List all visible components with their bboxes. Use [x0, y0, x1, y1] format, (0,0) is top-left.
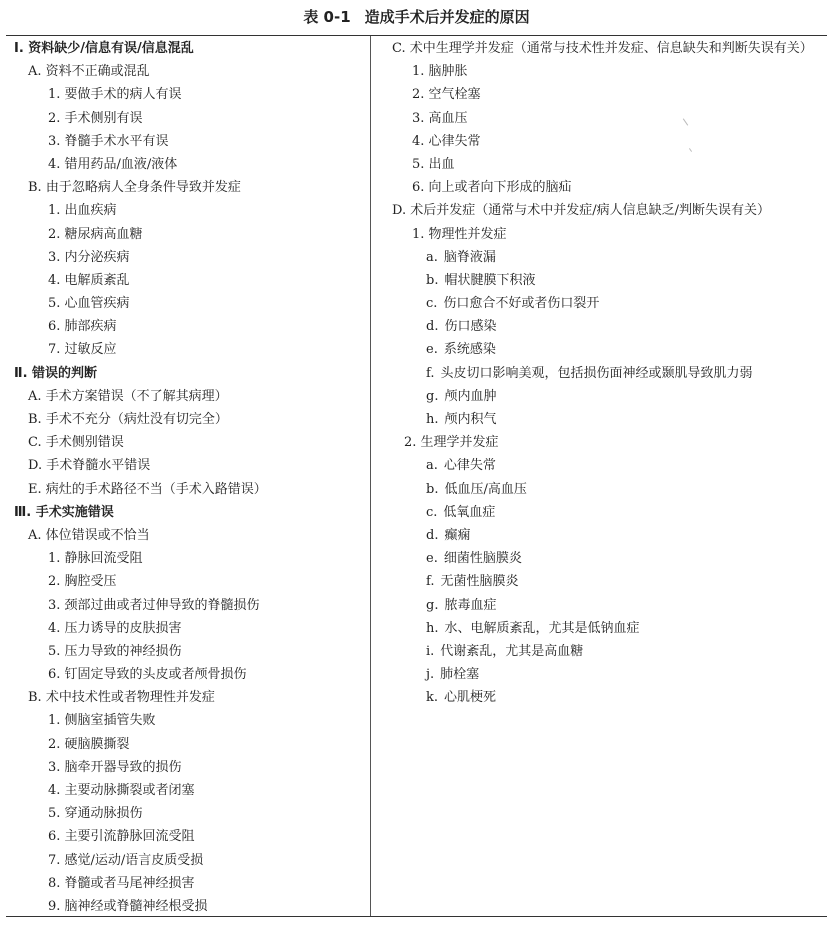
list-item: 7. 感觉/运动/语言皮质受损 — [48, 852, 204, 868]
list-item: 4. 主要动脉撕裂或者闭塞 — [48, 783, 195, 798]
item-letter: g. — [426, 597, 439, 613]
list-item: 3. 脊髓手术水平有误 — [48, 133, 169, 149]
list-item: 4. 心律失常 — [412, 133, 481, 149]
list-item: 6. 向上或者向下形成的脑疝 — [412, 180, 572, 196]
list-item: 4. 错用药品/血液/液体 — [48, 156, 178, 172]
list-item — [376, 663, 826, 686]
list-item: 6. 肺部疾病 — [48, 319, 117, 335]
group-label: B. 由于忽略病人全身条件导致并发症 — [28, 180, 241, 196]
list-item: 6. 钉固定导致的头皮或者颅骨损伤 — [48, 667, 247, 683]
item-text: 脑脊液漏 — [443, 249, 496, 265]
list-item: 3. 颈部过曲或者过伸导致的脊髓损伤 — [48, 597, 260, 613]
list-item: E. 病灶的手术路径不当（手术入路错误） — [28, 481, 267, 497]
list-item — [376, 617, 826, 640]
list-item — [376, 269, 826, 292]
item-letter: e. — [426, 342, 438, 358]
list-item — [376, 454, 826, 477]
list-item — [376, 315, 826, 338]
list-item: 2. 硬脑膜撕裂 — [48, 736, 130, 752]
item-letter: d. — [426, 319, 439, 335]
list-item — [376, 246, 826, 269]
list-item — [376, 547, 826, 570]
item-text: 无菌性脑膜炎 — [440, 574, 519, 590]
item-text: 肺栓塞 — [440, 667, 480, 683]
list-item — [376, 338, 826, 361]
group-label: A. 资料不正确或混乱 — [28, 64, 150, 80]
section-heading: Ⅱ. 错误的判断 — [14, 365, 98, 381]
list-item: 2. 手术侧别有误 — [48, 110, 143, 126]
list-item: 5. 心血管疾病 — [48, 296, 130, 312]
group-label: D. 术后并发症（通常与术中并发症/病人信息缺乏/判断失误有关） — [392, 203, 770, 219]
item-text: 水、电解质紊乱，尤其是低钠血症 — [444, 620, 640, 636]
list-item: 5. 出血 — [412, 156, 455, 172]
item-letter: a. — [426, 249, 438, 265]
item-text: 低氧血症 — [443, 504, 496, 520]
list-item — [376, 594, 826, 617]
list-item — [376, 292, 826, 315]
table-caption: 造成手术后并发症的原因 — [364, 8, 530, 26]
list-item: 1. 静脉回流受阻 — [48, 551, 143, 567]
top-rule — [6, 35, 827, 36]
list-item — [376, 524, 826, 547]
list-item: 1. 出血疾病 — [48, 203, 117, 219]
list-item: 5. 穿通动脉损伤 — [48, 806, 143, 822]
list-item — [376, 362, 826, 385]
section-heading: Ⅰ. 资料缺少/信息有误/信息混乱 — [14, 41, 194, 56]
list-item: 6. 主要引流静脉回流受阻 — [48, 829, 195, 845]
item-letter: k. — [426, 690, 439, 706]
list-item: 1. 侧脑室插管失败 — [48, 713, 156, 729]
list-item: 7. 过敏反应 — [48, 342, 117, 358]
item-letter: g. — [426, 388, 439, 404]
list-item: 9. 脑神经或脊髓神经根受损 — [48, 898, 208, 914]
list-item — [376, 640, 826, 663]
item-text: 代谢紊乱，尤其是高血糖 — [440, 643, 584, 659]
item-letter: d. — [426, 527, 439, 543]
list-item — [376, 686, 826, 709]
group-label: C. 术中生理学并发症（通常与技术性并发症、信息缺失和判断失误有关） — [392, 41, 813, 56]
section-heading: Ⅲ. 手术实施错误 — [14, 504, 114, 520]
item-letter: j. — [426, 667, 435, 683]
list-item: 5. 压力导致的神经损伤 — [48, 643, 182, 659]
item-text: 心肌梗死 — [444, 690, 497, 706]
list-item: 3. 脑牵开器导致的损伤 — [48, 759, 182, 775]
list-item: D. 手术脊髓水平错误 — [28, 458, 151, 474]
subgroup-label: 2. 生理学并发症 — [404, 435, 499, 451]
list-item: 3. 高血压 — [412, 110, 468, 126]
column-divider — [370, 36, 371, 916]
item-letter: a. — [426, 458, 438, 474]
list-item: 3. 内分泌疾病 — [48, 249, 130, 265]
list-item: C. 手术侧别错误 — [28, 435, 124, 451]
list-item: 1. 要做手术的病人有误 — [48, 87, 182, 103]
item-text: 脓毒血症 — [444, 597, 497, 613]
item-text: 伤口感染 — [444, 319, 497, 335]
list-item — [376, 385, 826, 408]
list-item: 4. 电解质紊乱 — [48, 272, 130, 288]
item-text: 心律失常 — [443, 458, 496, 474]
item-letter: c. — [426, 504, 438, 520]
item-letter: e. — [426, 551, 438, 567]
item-letter: f. — [426, 574, 435, 590]
list-item — [376, 478, 826, 501]
subgroup-label: 1. 物理性并发症 — [412, 226, 507, 242]
group-label: B. 术中技术性或者物理性并发症 — [28, 690, 215, 706]
list-item: A. 手术方案错误（不了解其病理） — [28, 388, 228, 404]
item-text: 伤口愈合不好或者伤口裂开 — [443, 296, 600, 312]
right-column — [376, 37, 826, 709]
list-item — [376, 501, 826, 524]
list-item: 2. 胸腔受压 — [48, 574, 117, 590]
item-letter: h. — [426, 412, 439, 428]
item-letter: f. — [426, 365, 435, 381]
item-text: 头皮切口影响美观，包括损伤面神经或颞肌导致肌力弱 — [440, 365, 753, 381]
list-item — [376, 408, 826, 431]
item-text: 低血压/高血压 — [444, 481, 527, 497]
item-letter: i. — [426, 643, 435, 659]
left-column — [6, 37, 366, 918]
item-text: 颅内积气 — [444, 412, 497, 428]
table-title — [0, 4, 833, 30]
item-text: 系统感染 — [443, 342, 496, 358]
list-item: 1. 脑肿胀 — [412, 64, 468, 80]
item-text: 颅内血肿 — [444, 388, 497, 404]
item-letter: h. — [426, 620, 439, 636]
table-number: 表 0-1 — [303, 8, 351, 26]
list-item — [376, 570, 826, 593]
item-text: 癫痫 — [444, 527, 471, 543]
list-item: 2. 空气栓塞 — [412, 87, 481, 103]
item-letter: b. — [426, 481, 439, 497]
item-text: 细菌性脑膜炎 — [443, 551, 522, 567]
list-item: 2. 糖尿病高血糖 — [48, 226, 143, 242]
item-letter: b. — [426, 272, 439, 288]
group-label: A. 体位错误或不恰当 — [28, 527, 150, 543]
list-item: 8. 脊髓或者马尾神经损害 — [48, 875, 195, 891]
list-item: 4. 压力诱导的皮肤损害 — [48, 620, 182, 636]
list-item: B. 手术不充分（病灶没有切完全） — [28, 412, 228, 427]
item-letter: c. — [426, 296, 438, 312]
item-text: 帽状腱膜下积液 — [444, 272, 536, 288]
